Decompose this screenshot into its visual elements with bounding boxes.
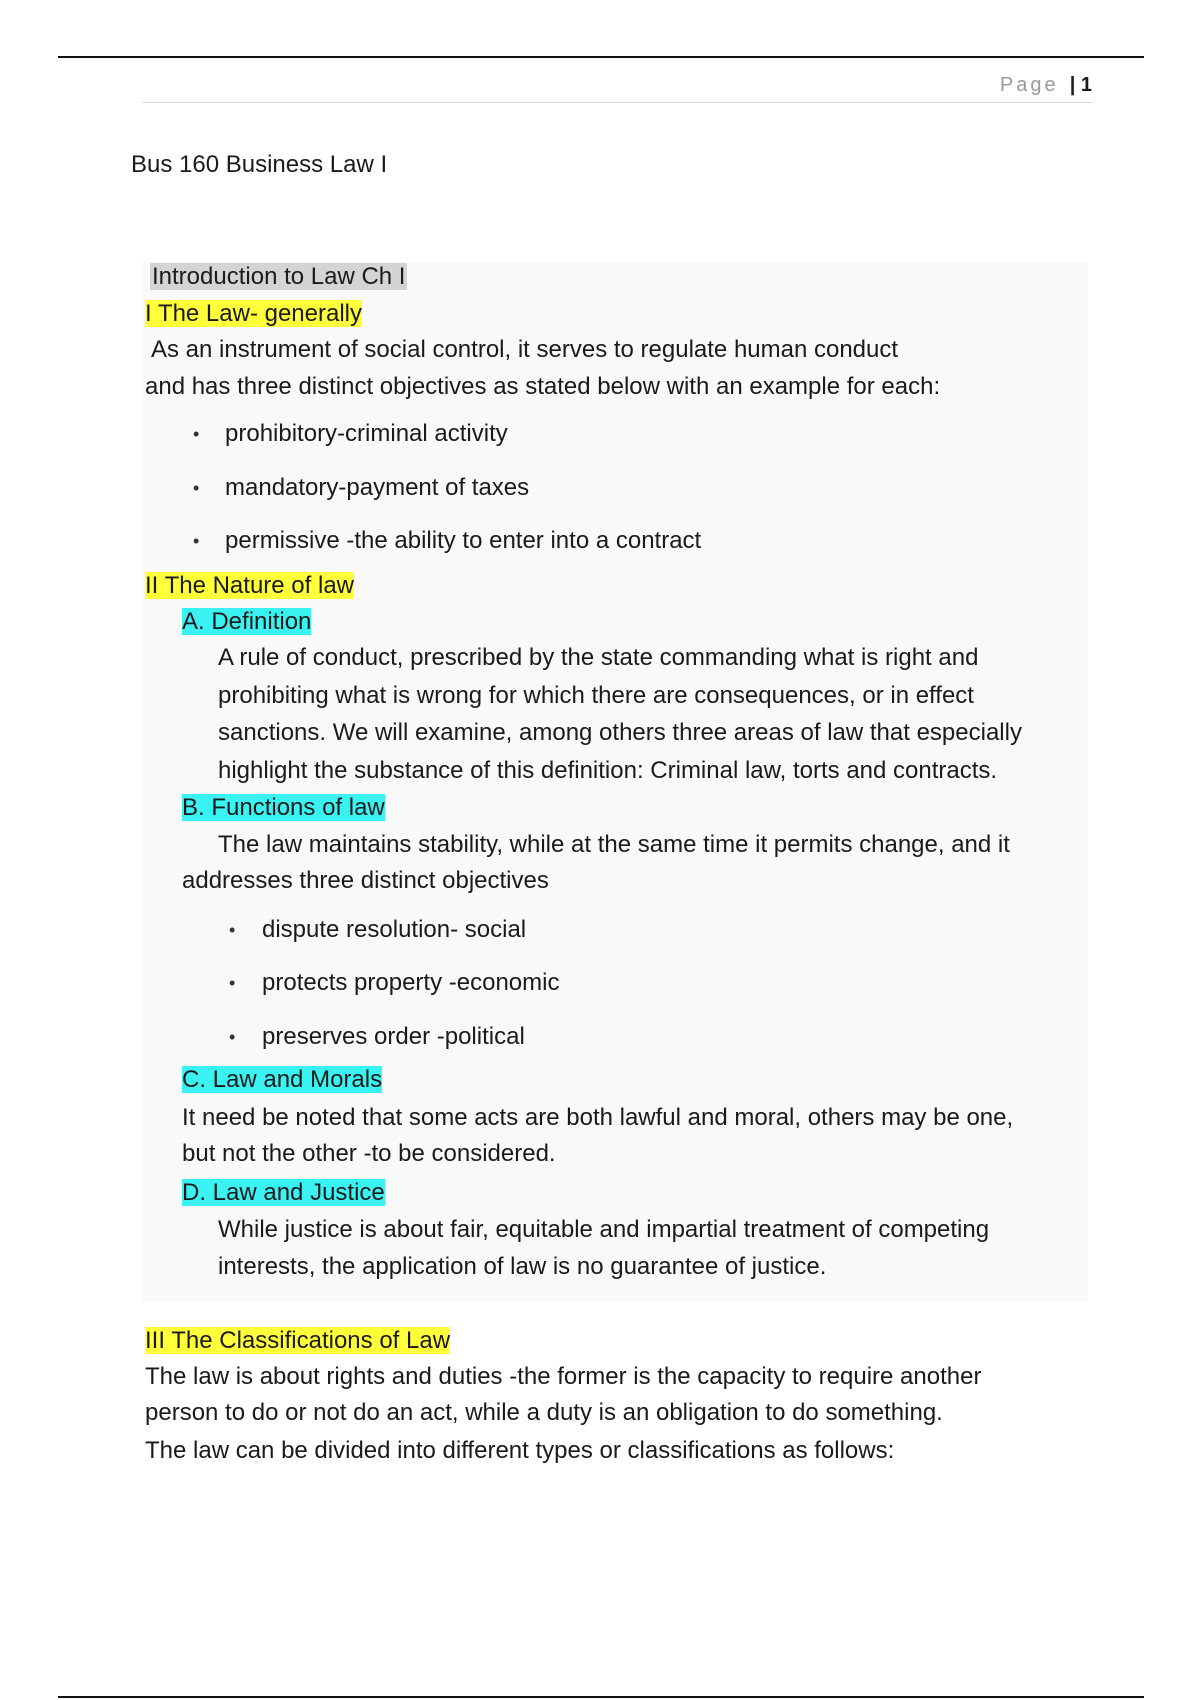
functions-bullet: dispute resolution- social — [262, 916, 527, 943]
classifications-line: The law can be divided into different types or classifications as follows: — [145, 1437, 895, 1464]
section1-heading: I The Law- generally — [145, 300, 363, 327]
functions-bullet: protects property -economic — [262, 969, 560, 996]
definition-line: A rule of conduct, prescribed by the state commanding what is right and — [218, 644, 979, 671]
page-separator: | — [1064, 74, 1081, 96]
section1-bullet: prohibitory-criminal activity — [225, 420, 508, 447]
functions-line: addresses three distinct objectives — [182, 867, 549, 894]
justice-line: While justice is about fair, equitable and impartial treatment of competing — [218, 1216, 990, 1243]
page-number: 1 — [1080, 74, 1092, 96]
section1-intro-line: and has three distinct objectives as stated below with an example for each: — [145, 373, 941, 400]
definition-line: highlight the substance of this definition: Criminal law, torts and contracts. — [218, 757, 998, 784]
bullet-icon: • — [193, 531, 200, 551]
bullet-icon: • — [193, 478, 200, 498]
bottom-rule — [58, 1696, 1144, 1698]
bullet-icon: • — [229, 920, 236, 940]
definition-line: sanctions. We will examine, among others three areas of law that especially — [218, 719, 1022, 746]
morals-line: It need be noted that some acts are both lawful and moral, others may be one, — [182, 1104, 1014, 1131]
morals-line: but not the other -to be considered. — [182, 1140, 556, 1167]
bullet-icon: • — [193, 424, 200, 444]
definition-line: prohibiting what is wrong for which there are consequences, or in effect — [218, 682, 974, 709]
justice-line: interests, the application of law is no guarantee of justice. — [218, 1253, 827, 1280]
document-title: Bus 160 Business Law I — [131, 151, 388, 178]
section1-bullet: permissive -the ability to enter into a contract — [225, 527, 702, 554]
subsection-a-heading: A. Definition — [182, 608, 312, 635]
subsection-d-heading: D. Law and Justice — [182, 1179, 385, 1206]
bullet-icon: • — [229, 973, 236, 993]
section1-intro-line: As an instrument of social control, it serves to regulate human conduct — [151, 336, 899, 363]
section1-bullet: mandatory-payment of taxes — [225, 474, 530, 501]
page-label: Page — [999, 74, 1059, 96]
section2-heading: II The Nature of law — [145, 572, 354, 599]
chapter-heading: Introduction to Law Ch I — [152, 263, 406, 290]
functions-bullet: preserves order -political — [262, 1023, 525, 1050]
classifications-line: The law is about rights and duties -the former is the capacity to require another — [145, 1363, 982, 1390]
section3-heading: III The Classifications of Law — [145, 1327, 451, 1354]
subsection-b-heading: B. Functions of law — [182, 794, 385, 821]
bullet-icon: • — [229, 1027, 236, 1047]
functions-line: The law maintains stability, while at the same time it permits change, and it — [218, 831, 1010, 858]
classifications-line: person to do or not do an act, while a duty is an obligation to do something. — [145, 1399, 943, 1426]
subsection-c-heading: C. Law and Morals — [182, 1066, 383, 1093]
